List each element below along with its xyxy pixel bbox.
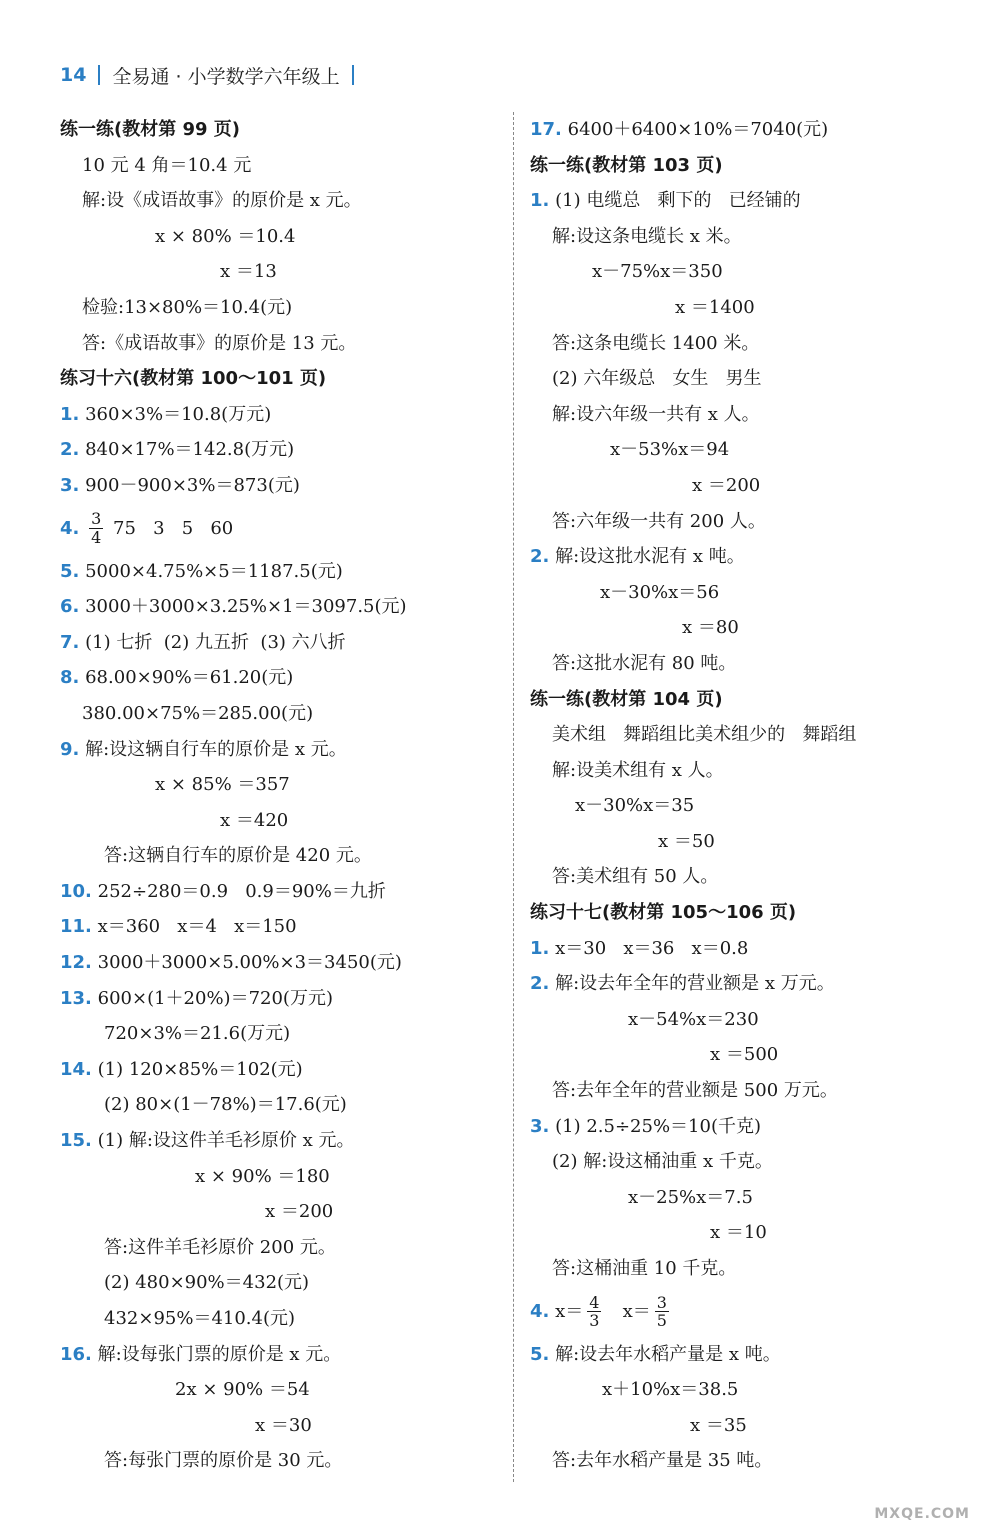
page-number: 14 — [60, 64, 87, 86]
book-title: 全易通 · 小学数学六年级上 — [112, 65, 340, 88]
equation-line: x ＝35 — [690, 1414, 747, 1436]
answer-line: 10 元 4 角＝10.4 元 — [82, 154, 252, 176]
answer-line: (2) 480×90%＝432(元) — [104, 1272, 310, 1294]
answer-line: 答:去年水稻产量是 35 吨。 — [552, 1450, 773, 1472]
answer-text: 840×17%＝142.8(万元) — [85, 439, 295, 461]
equation-line: x－30%x＝56 — [600, 581, 720, 603]
answer-line: 答:美术组有 50 人。 — [552, 866, 719, 888]
answer-text: 3000＋3000×5.00%×3＝3450(元) — [97, 952, 402, 974]
answer-line: 380.00×75%＝285.00(元) — [82, 702, 314, 724]
item-number: 1. — [530, 190, 550, 212]
equation-line: x ＝1400 — [675, 296, 755, 318]
section-title: 练习十七(教材第 105～106 页) — [530, 902, 797, 924]
equation-line: x－53%x＝94 — [610, 439, 730, 461]
answer-item — [60, 468, 500, 504]
equation-line: 2x × 90% ＝54 — [175, 1379, 310, 1401]
item-number: 15. — [60, 1130, 92, 1152]
item-number: 12. — [60, 952, 92, 974]
answer-text: 75 3 5 60 — [113, 517, 234, 539]
item-number: 17. — [530, 119, 562, 140]
fraction-numerator: 4 — [589, 1292, 600, 1312]
answer-text: 600×(1＋20%)＝720(万元) — [97, 987, 333, 1009]
equation-line: x ＝80 — [682, 617, 739, 639]
answer-item — [60, 732, 500, 768]
answer-line: 美术组 舞蹈组比美术组少的 舞蹈组 — [552, 724, 857, 746]
answer-item — [60, 1052, 500, 1088]
answer-line: 答:这桶油重 10 千克。 — [552, 1258, 737, 1279]
answer-item — [530, 1109, 940, 1145]
item-number: 16. — [60, 1343, 92, 1365]
answer-line: 解:设《成语故事》的原价是 x 元。 — [82, 190, 362, 212]
equation-line: x × 90% ＝180 — [195, 1165, 330, 1187]
answer-item — [60, 432, 500, 468]
column-divider — [513, 112, 514, 1482]
answer-line: 答:这件羊毛衫原价 200 元。 — [104, 1236, 336, 1258]
answer-item — [530, 112, 940, 148]
fraction — [655, 1294, 669, 1330]
answer-item — [60, 625, 500, 661]
answer-item — [60, 554, 500, 590]
answer-item — [530, 1337, 940, 1373]
answer-text: x＝ — [622, 1300, 651, 1322]
answer-item — [60, 589, 500, 625]
header-separator — [352, 65, 354, 85]
answer-text: 68.00×90%＝61.20(元) — [85, 667, 294, 689]
answer-text: 5000×4.75%×5＝1187.5(元) — [85, 560, 343, 582]
answer-line: 答:《成语故事》的原价是 13 元。 — [82, 332, 357, 354]
item-number: 11. — [60, 916, 92, 938]
item-number: 5. — [530, 1343, 550, 1365]
answer-item — [60, 660, 500, 696]
item-number: 6. — [60, 596, 80, 618]
item-number: 8. — [60, 667, 80, 689]
answer-item — [530, 183, 940, 219]
answer-text: 3000＋3000×3.25%×1＝3097.5(元) — [85, 596, 407, 618]
answer-text: 解:设去年水稻产量是 x 吨。 — [555, 1343, 781, 1365]
answer-item — [530, 1287, 940, 1337]
answer-item — [60, 874, 500, 910]
answer-line: (2) 80×(1－78%)＝17.6(元) — [104, 1094, 347, 1116]
answer-item — [530, 966, 940, 1002]
fraction-denominator: 3 — [589, 1311, 600, 1331]
item-number: 2. — [530, 973, 550, 995]
answer-item — [60, 945, 500, 981]
equation-line: x ＝13 — [220, 261, 277, 283]
item-number: 7. — [60, 631, 80, 653]
equation-line: x＋10%x＝38.5 — [602, 1379, 739, 1401]
item-number: 13. — [60, 987, 92, 1009]
answer-text: 6400＋6400×10%＝7040(元) — [567, 119, 829, 140]
answer-item — [60, 981, 500, 1017]
answer-text: x＝30 x＝36 x＝0.8 — [555, 937, 749, 959]
answer-text: (1) 2.5÷25%＝10(千克) — [555, 1115, 761, 1137]
item-number: 1. — [530, 937, 550, 959]
item-number: 3. — [60, 474, 80, 496]
section-title: 练习十六(教材第 100～101 页) — [60, 368, 327, 390]
answer-text: 解:设每张门票的原价是 x 元。 — [97, 1343, 342, 1365]
answer-line: 答:这批水泥有 80 吨。 — [552, 652, 737, 674]
section-title: 练一练(教材第 103 页) — [530, 154, 723, 176]
answer-text: 解:设这辆自行车的原价是 x 元。 — [85, 738, 347, 760]
answer-line: 答:这条电缆长 1400 米。 — [552, 332, 760, 354]
header-separator — [98, 65, 100, 85]
item-number: 9. — [60, 738, 80, 760]
item-number: 14. — [60, 1058, 92, 1080]
answer-item — [60, 397, 500, 433]
answer-item — [530, 539, 940, 575]
answer-text: x＝ — [555, 1300, 584, 1322]
answer-line: 答:每张门票的原价是 30 元。 — [104, 1450, 343, 1472]
item-number: 2. — [60, 439, 80, 461]
item-number: 5. — [60, 560, 80, 582]
equation-line: x ＝10 — [710, 1222, 767, 1244]
fraction-denominator: 5 — [656, 1311, 667, 1331]
equation-line: x－25%x＝7.5 — [628, 1186, 753, 1208]
fraction — [587, 1294, 601, 1330]
equation-line: x－30%x＝35 — [575, 795, 695, 817]
fraction-numerator: 3 — [91, 509, 102, 529]
answer-line: 答:这辆自行车的原价是 420 元。 — [104, 845, 372, 867]
answer-text: (1) 七折 (2) 九五折 (3) 六八折 — [85, 631, 346, 653]
answer-text: x＝360 x＝4 x＝150 — [97, 916, 297, 938]
equation-line: x－54%x＝230 — [628, 1008, 759, 1030]
equation-line: x ＝200 — [265, 1201, 334, 1223]
item-number: 2. — [530, 546, 550, 568]
answer-text: 900－900×3%＝873(元) — [85, 474, 300, 496]
right-column — [530, 112, 940, 1479]
answer-line: 解:设六年级一共有 x 人。 — [552, 403, 760, 425]
answer-line: 720×3%＝21.6(万元) — [104, 1023, 291, 1045]
answer-text: 解:设这批水泥有 x 吨。 — [555, 546, 745, 568]
equation-line: x × 80% ＝10.4 — [155, 225, 296, 247]
left-column — [60, 112, 500, 1479]
fraction-denominator: 4 — [91, 528, 102, 548]
answer-line: (2) 解:设这桶油重 x 千克。 — [552, 1151, 773, 1173]
answer-line: 答:六年级一共有 200 人。 — [552, 510, 766, 532]
fraction-numerator: 3 — [656, 1292, 667, 1312]
answer-item — [60, 1337, 500, 1373]
answer-item — [60, 504, 500, 554]
fraction — [89, 510, 103, 546]
answer-line: 432×95%＝410.4(元) — [104, 1308, 296, 1329]
equation-line: x－75%x＝350 — [592, 261, 723, 283]
answer-item — [60, 909, 500, 945]
answer-line: 答:去年全年的营业额是 500 万元。 — [552, 1080, 838, 1102]
answer-line: 解:设这条电缆长 x 米。 — [552, 225, 742, 247]
section-title: 练一练(教材第 99 页) — [60, 119, 241, 140]
answer-text: 252÷280＝0.9 0.9＝90%＝九折 — [97, 880, 386, 902]
answer-text: 360×3%＝10.8(万元) — [85, 403, 272, 425]
answer-item — [60, 1123, 500, 1159]
equation-line: x × 85% ＝357 — [155, 774, 290, 796]
item-number: 10. — [60, 880, 92, 902]
answer-text: 解:设去年全年的营业额是 x 万元。 — [555, 973, 835, 995]
page-header — [60, 58, 354, 92]
equation-line: x ＝200 — [692, 474, 761, 496]
item-number: 4. — [60, 517, 80, 539]
item-number: 1. — [60, 403, 80, 425]
equation-line: x ＝500 — [710, 1044, 779, 1066]
section-title: 练一练(教材第 104 页) — [530, 688, 723, 710]
equation-line: x ＝50 — [658, 830, 715, 852]
item-number: 3. — [530, 1115, 550, 1137]
answer-line: 检验:13×80%＝10.4(元) — [82, 296, 293, 318]
answer-item — [530, 931, 940, 967]
watermark: MXQE.COM — [874, 1506, 970, 1522]
equation-line: x ＝30 — [255, 1414, 312, 1436]
item-number: 4. — [530, 1300, 550, 1322]
answer-text: (1) 解:设这件羊毛衫原价 x 元。 — [97, 1130, 355, 1152]
answer-text: (1) 电缆总 剩下的 已经铺的 — [555, 190, 801, 212]
answer-line: (2) 六年级总 女生 男生 — [552, 368, 762, 390]
answer-line: 解:设美术组有 x 人。 — [552, 759, 724, 781]
equation-line: x ＝420 — [220, 809, 289, 831]
answer-text: (1) 120×85%＝102(元) — [97, 1058, 303, 1080]
